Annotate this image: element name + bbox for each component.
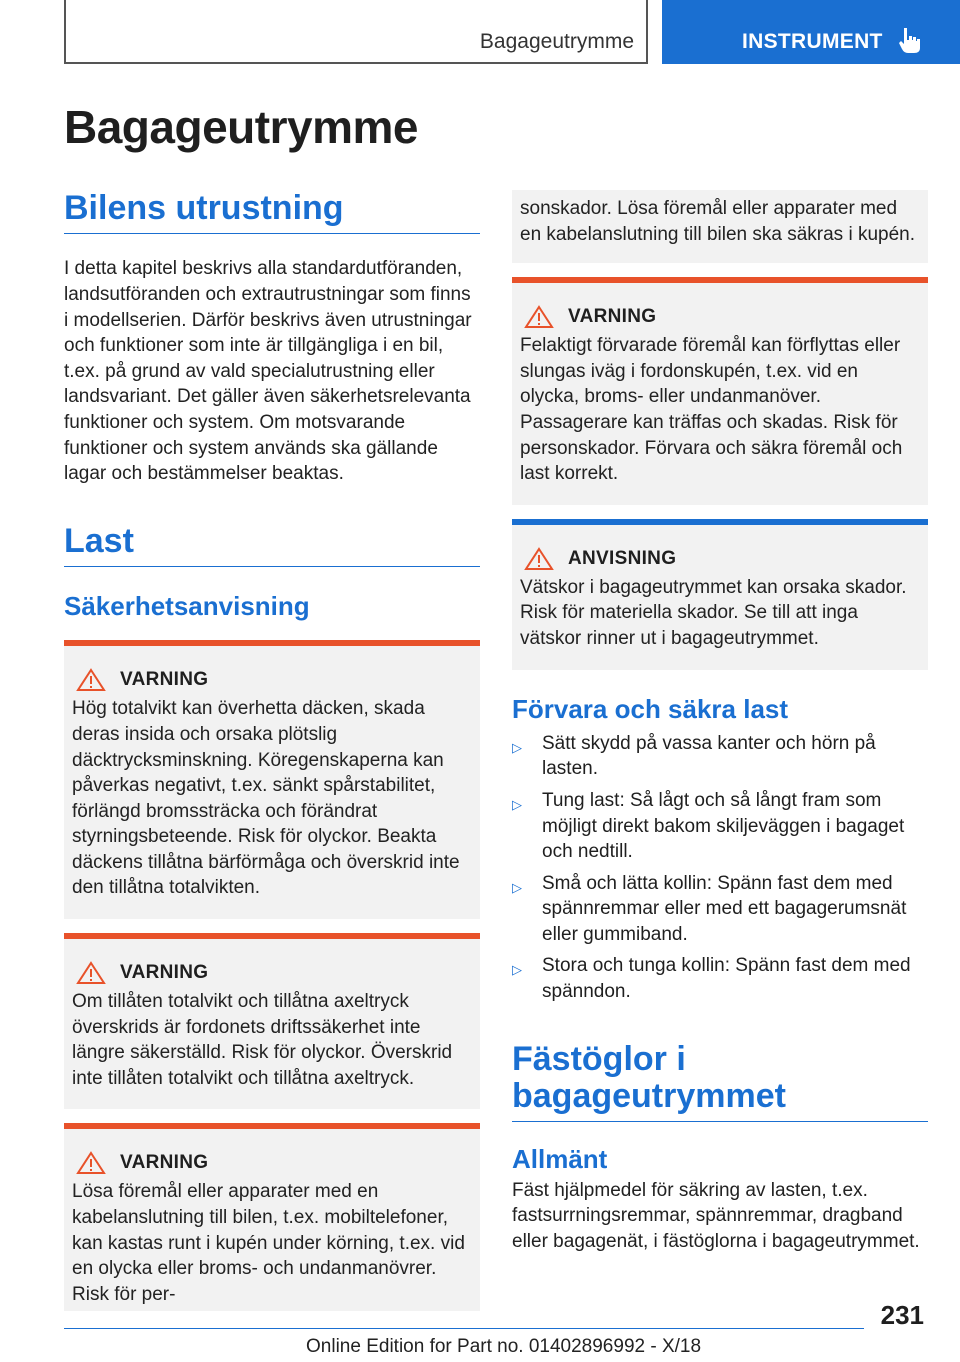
warning-continuation-box <box>512 190 928 263</box>
header-chapter-label: INSTRUMENT <box>742 30 883 53</box>
warning-title: VARNING <box>120 1152 209 1174</box>
warning-box <box>64 933 480 1109</box>
warning-body: Om tillåten totalvikt och tillåtna axeltryck överskrids är fordonets driftssäkerhet inte längre säkerställd. Risk för olyckor. Överskrid inte tillåten totalvikt och tillåtna axeltryck. <box>72 991 453 1089</box>
footer-divider <box>64 1328 864 1329</box>
triangle-bullet-icon: ▷ <box>512 962 522 978</box>
section-body-bilens-utrustning: I detta kapitel beskrivs alla standardutföranden, landsutföranden och extrautrustningar som finns i modellserien. Därför beskrivs även utrustningar och funktioner som inte är tillgängliga i en bil, t.ex. på grund av vald specialutrustning eller landsvariant. Det gäller även säkerhetsrelevanta funktioner och system. Om motsvarande funktioner och system används ska gällande lagar och bestämmelser beaktas. <box>64 258 472 485</box>
subsection-title-allmant: Allmänt <box>512 1144 608 1175</box>
list-item: ▷ Små och lätta kollin: Spänn fast dem med spännremmar eller med ett bagagerumsnät eller gummiband. <box>512 872 907 945</box>
section-title-bilens-utrustning: Bilens utrustning <box>64 190 480 234</box>
triangle-bullet-icon: ▷ <box>512 796 522 812</box>
warning-body: Lösa föremål eller apparater med en kabelanslutning till bilen, t.ex. mobiltelefoner, kan kastas runt i kupén under körning, t.ex. vid en olycka eller broms- och undanmanövrer. Risk för per- <box>72 1181 465 1305</box>
footer-edition: Online Edition for Part no. 01402896992 - X/18 <box>306 1336 702 1357</box>
notice-box <box>512 519 928 670</box>
warning-title: VARNING <box>568 306 657 328</box>
section-title-last: Last <box>64 523 480 567</box>
page-title: Bagageutrymme <box>64 101 418 153</box>
page-number: 231 <box>880 1300 924 1330</box>
list-item: ▷ Stora och tunga kollin: Spänn fast dem med spänndon. <box>512 955 911 1003</box>
section-title-fastoglor: Fästöglor i bagageutrymmet <box>512 1041 928 1123</box>
warning-continuation-body: sonskador. Lösa föremål eller apparater med en kabelanslutning till bilen ska säkras i kupén. <box>520 198 916 245</box>
header-section-tab <box>64 0 648 64</box>
warning-triangle-icon <box>76 668 106 692</box>
list-item: ▷ Tung last: Så lågt och så långt fram som möjligt direkt bakom skiljeväggen i bagaget och nedtill. <box>512 789 905 863</box>
warning-triangle-icon <box>524 547 554 571</box>
section-body-allmant: Fäst hjälpmedel för säkring av lasten, t.ex. fastsurrningsremmar, spännremmar, dragband eller bagagenät, i fästöglorna i bagageutrymmet. <box>512 1179 920 1252</box>
warning-title: VARNING <box>120 669 209 691</box>
triangle-bullet-icon: ▷ <box>512 739 522 755</box>
right-column <box>512 190 928 1254</box>
bullet-list <box>512 731 928 1005</box>
header-section-label: Bagageutrymme <box>479 30 634 53</box>
warning-title: VARNING <box>120 962 209 984</box>
left-column <box>64 190 480 1311</box>
subsection-title-forvara: Förvara och säkra last <box>512 693 789 724</box>
warning-body: Felaktigt förvarade föremål kan förflyttas eller slungas iväg i fordonskupén, t.ex. vid en olycka, broms- eller undanmanöver. Passagerare kan träffas och skadas. Risk för personskador. Förvara och säkra föremål och last korrekt. <box>520 335 903 485</box>
warning-triangle-icon <box>76 1151 106 1175</box>
warning-body: Hög totalvikt kan överhetta däcken, skada deras insida och orsaka plötslig däcktrycksminskning. Köregenskaperna kan påverkas negativt, t.ex. sänkt spårstabilitet, förlängd bromssträcka och förändrat styrningsbeteende. Risk för olyckor. Beakta däckens tillåtna bärförmåga och överskrid inte den tillåtna totalvikten. <box>72 698 460 899</box>
warning-box <box>64 640 480 919</box>
notice-title: ANVISNING <box>568 547 677 569</box>
pointing-hand-icon <box>898 26 924 54</box>
warning-triangle-icon <box>524 305 554 329</box>
notice-body: Vätskor i bagageutrymmet kan orsaka skador. Risk för materiella skador. Se till att inga vätskor rinner ut i bagageutrymmet. <box>520 576 907 649</box>
warning-triangle-icon <box>76 961 106 985</box>
triangle-bullet-icon: ▷ <box>512 879 522 895</box>
subsection-title-sakerhetsanvisning: Säkerhetsanvisning <box>64 591 310 622</box>
header-chapter-tab <box>662 0 960 64</box>
warning-box <box>512 277 928 505</box>
list-item: ▷ Sätt skydd på vassa kanter och hörn på lasten. <box>512 732 876 780</box>
warning-box <box>64 1123 480 1311</box>
